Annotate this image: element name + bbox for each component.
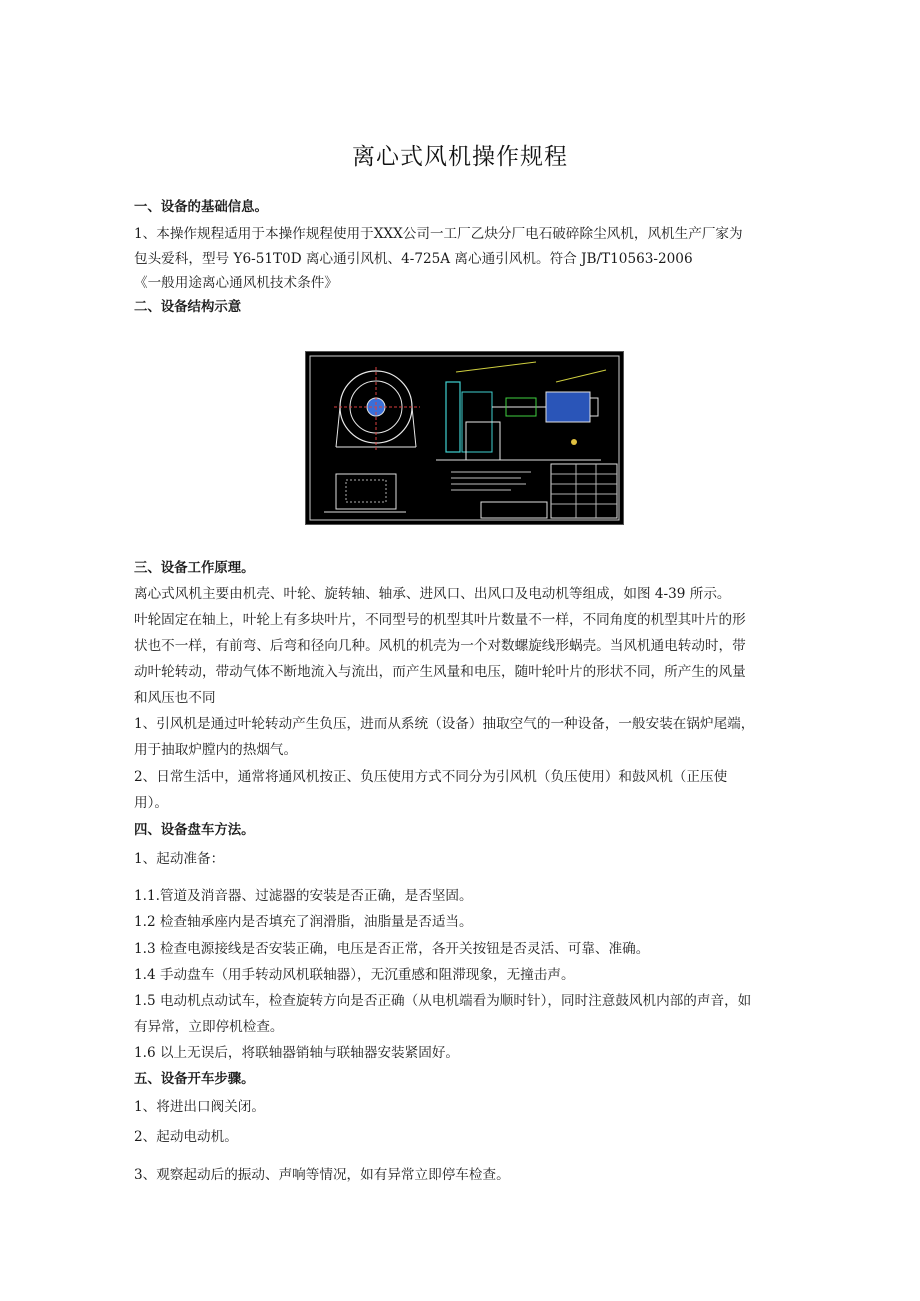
paragraph-line: 和风压也不同 (134, 690, 216, 706)
paragraph-line: 《一般用途离心通风机技术条件》 (134, 275, 338, 291)
paragraph-line: 用）。 (134, 795, 168, 811)
paragraph-line: 1.3 检查电源接线是否安装正确，电压是否正常，各开关按钮是否灵活、可靠、准确。 (134, 941, 650, 957)
paragraph-line: 1.4 手动盘车（用手转动风机联轴器），无沉重感和阻滞现象，无撞击声。 (134, 967, 575, 983)
cad-drawing-image (306, 352, 623, 524)
paragraph-line: 有异常，立即停机检查。 (134, 1019, 284, 1035)
paragraph-line: 1.6 以上无误后，将联轴器销轴与联轴器安装紧固好。 (134, 1045, 460, 1061)
paragraph-line: 包头爱科，型号 Y6-51T0D 离心通引风机、4-725A 离心通引风机。符合 JB/T10563-2006 (134, 251, 693, 267)
paragraph-line: 1、将进出口阀关闭。 (134, 1099, 265, 1115)
document-title: 离心式风机操作规程 (352, 144, 568, 170)
paragraph-line: 用于抽取炉膛内的热烟气。 (134, 742, 298, 758)
fan-structure-drawing (305, 351, 624, 525)
paragraph-line: 动叶轮转动，带动气体不断地流入与流出，而产生风量和电压，随叶轮叶片的形状不同，所产生的风量 (134, 664, 746, 680)
paragraph-line: 1.1.管道及消音器、过滤器的安装是否正确，是否坚固。 (134, 888, 473, 904)
paragraph-line: 离心式风机主要由机壳、叶轮、旋转轴、轴承、进风口、出风口及电动机等组成，如图 4-39 所示。 (134, 586, 731, 602)
paragraph-line: 1、起动准备： (134, 851, 225, 867)
section-heading-structure: 二、设备结构示意 (134, 300, 242, 315)
paragraph-line: 2、日常生活中，通常将通风机按正、负压使用方式不同分为引风机（负压使用）和鼓风机（正压使 (134, 769, 728, 785)
paragraph-line: 3、观察起动后的振动、声响等情况，如有异常立即停车检查。 (134, 1167, 510, 1183)
paragraph-line: 1、本操作规程适用于本操作规程使用于XXX公司一工厂乙炔分厂电石破碎除尘风机，风机生产厂家为 (134, 226, 743, 242)
paragraph-line: 1.5 电动机点动试车，检查旋转方向是否正确（从电机端看为顺时针），同时注意鼓风机内部的声音，如 (134, 993, 752, 1009)
paragraph-line: 1、引风机是通过叶轮转动产生负压，进而从系统（设备）抽取空气的一种设备，一般安装在锅炉尾端， (134, 716, 755, 732)
section-heading-barring: 四、设备盘车方法。 (134, 823, 255, 838)
paragraph-line: 1.2 检查轴承座内是否填充了润滑脂，油脂量是否适当。 (134, 914, 473, 930)
paragraph-line: 状也不一样，有前弯、后弯和径向几种。风机的机壳为一个对数螺旋线形蜗壳。当风机通电转动时，带 (134, 638, 746, 654)
paragraph-line: 叶轮固定在轴上，叶轮上有多块叶片，不同型号的机型其叶片数量不一样，不同角度的机型其叶片的形 (134, 612, 746, 628)
section-heading-startup: 五、设备开车步骤。 (134, 1072, 255, 1087)
section-heading-basic-info: 一、设备的基础信息。 (134, 200, 268, 215)
paragraph-line: 2、起动电动机。 (134, 1129, 238, 1145)
section-heading-principle: 三、设备工作原理。 (134, 561, 255, 576)
